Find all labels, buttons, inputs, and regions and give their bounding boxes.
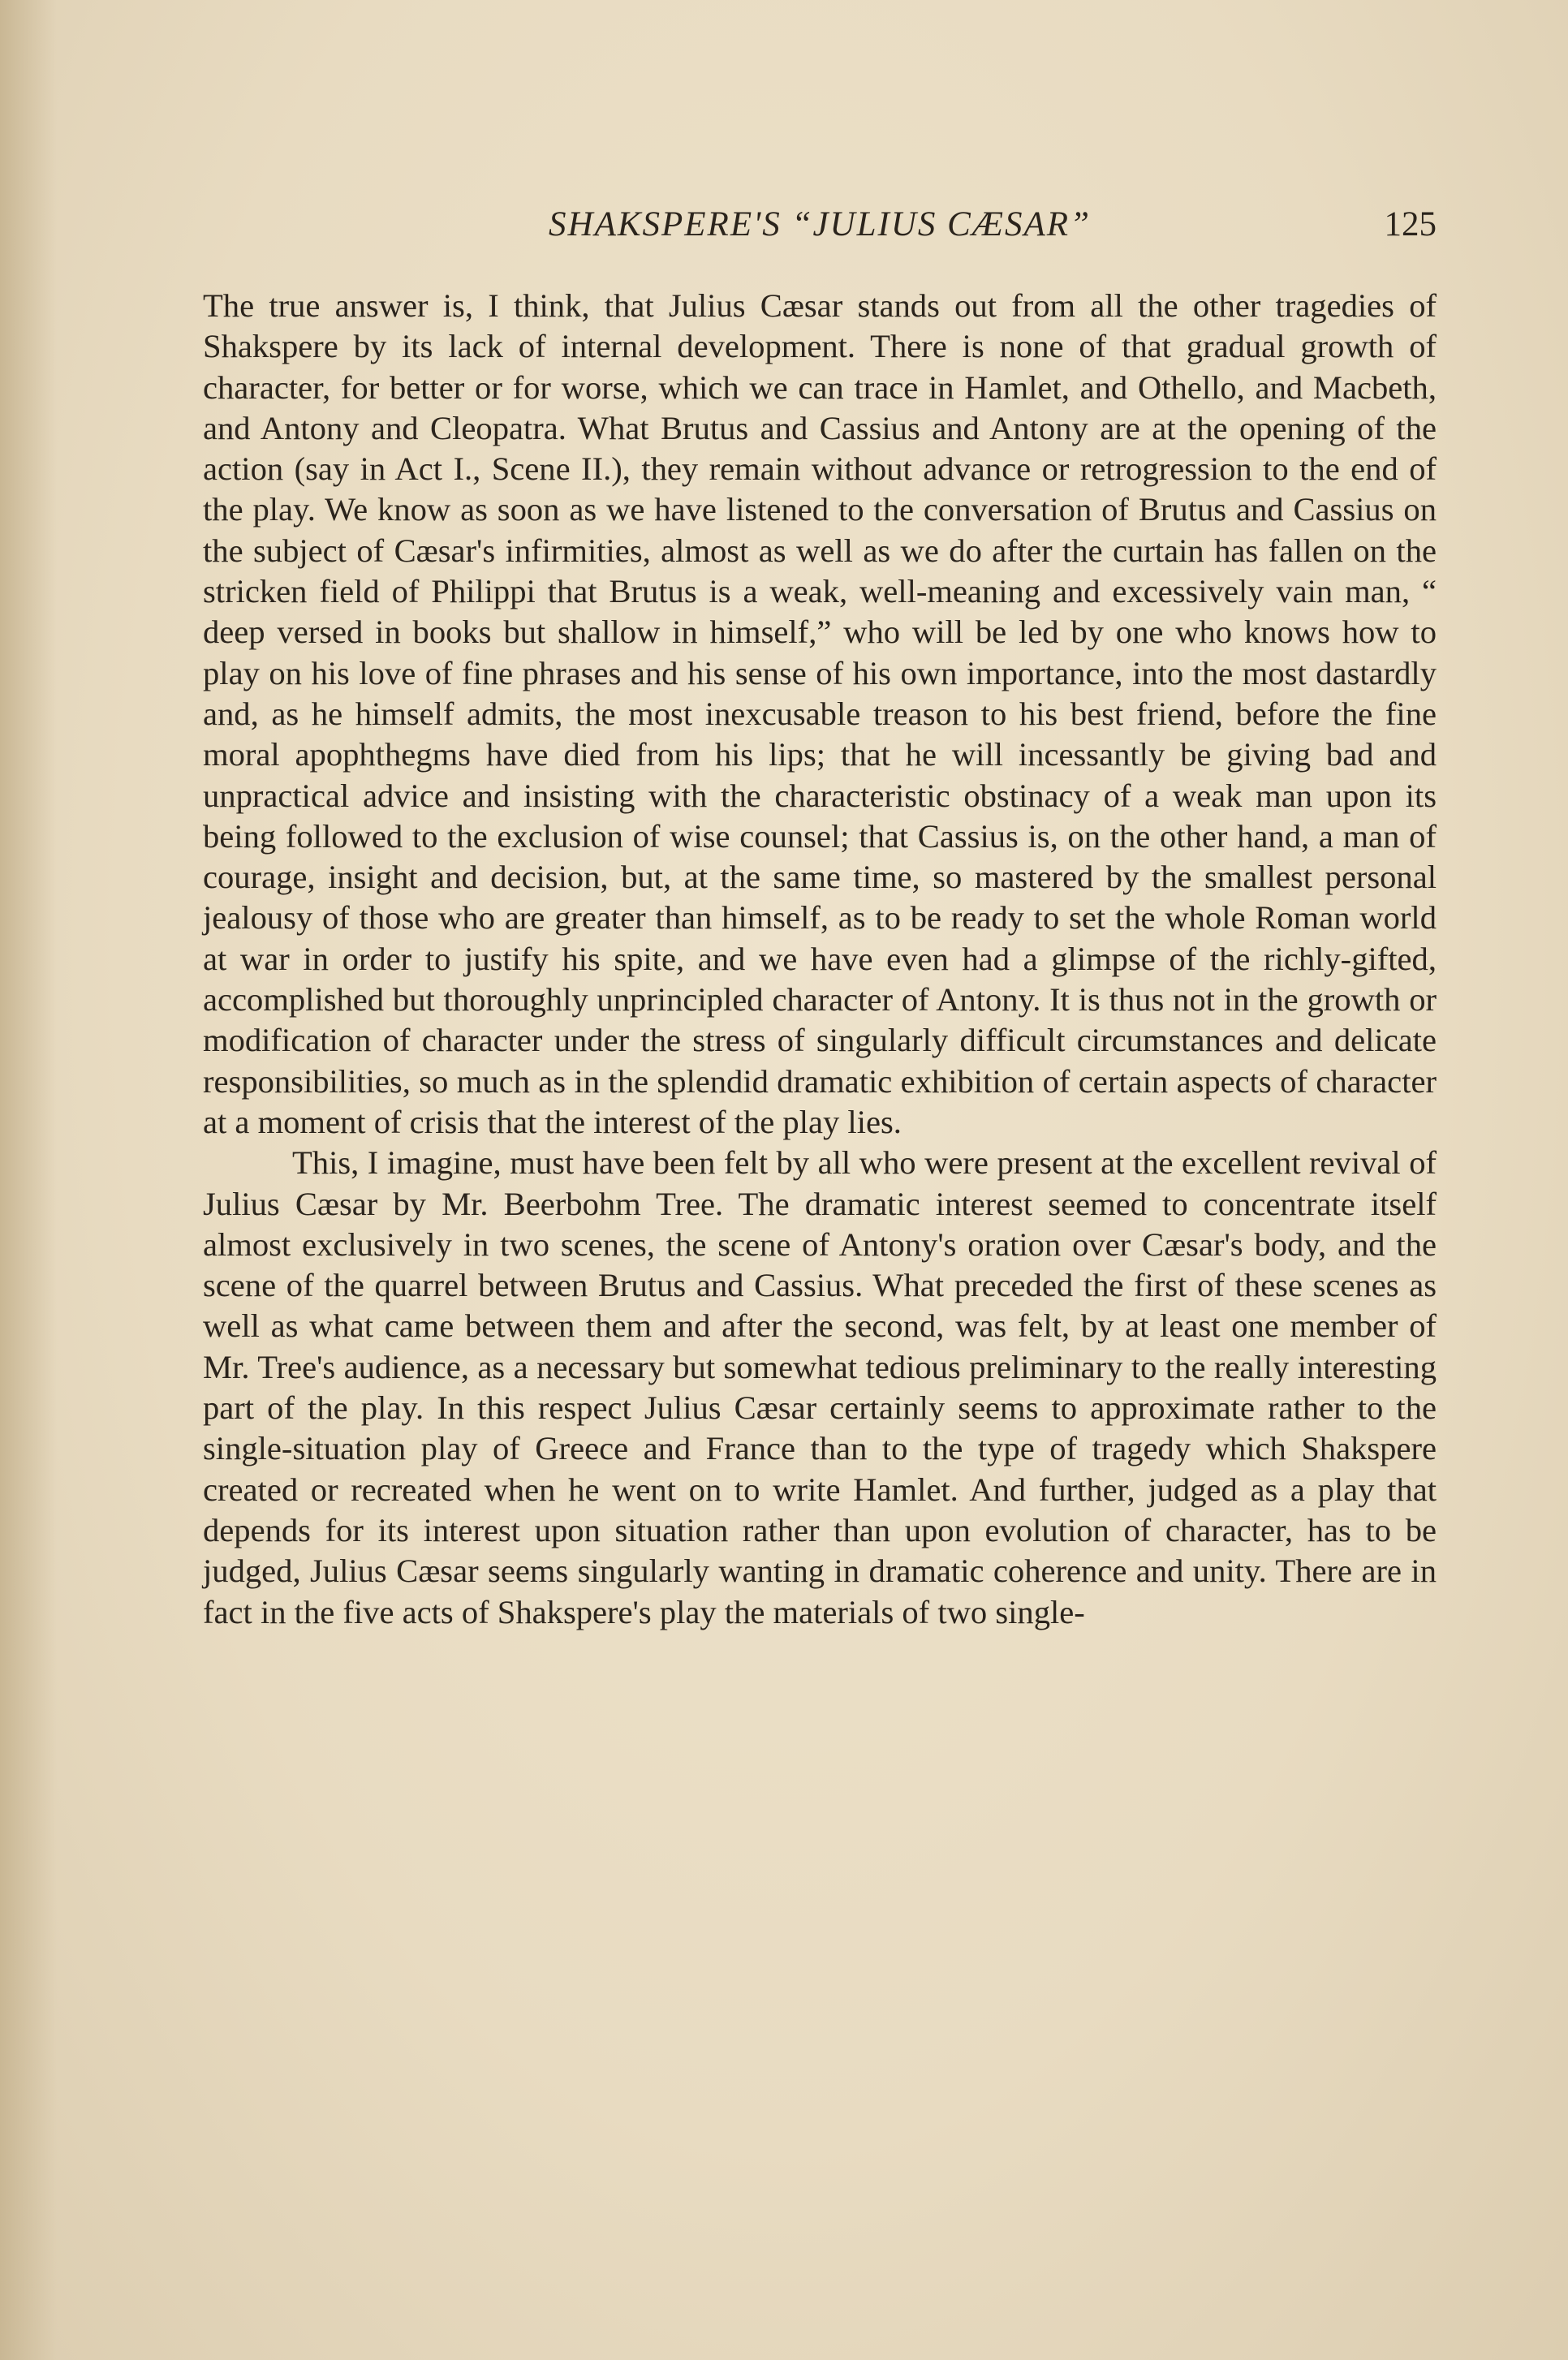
paragraph-1: The true answer is, I think, that Julius Cæsar stands out from all the other tragedies of Shakspere by its lack of internal development. There is none of that gradual growth of character, for better or for worse, which we can trace in Hamlet, and Othello, and Macbeth, and Antony and Cleopatra. What Brutus and Cassius and Antony are at the opening of the action (say in Act I., Scene II.), they remain without advance or retrogression to the end of the play. We know as soon as we have listened to the conversation of Brutus and Cassius on the subject of Cæsar's infirmities, almost as well as we do after the curtain has fallen on the stricken field of Philippi that Brutus is a weak, well-meaning and excessively vain man, “ deep versed in books but shallow in himself,” who will be led by one who knows how to play on his love of fine phrases and his sense of his own importance, into the most dastardly and, as he himself admits, the most inexcusable treason to his best friend, before the fine moral apophthegms have died from his lips; that he will incessantly be giving bad and unpractical advice and insisting with the characteristic obstinacy of a weak man upon its being followed to the exclusion of wise counsel; that Cassius is, on the other hand, a man of courage, insight and decision, but, at the same time, so mastered by the smallest personal jealousy of those who are greater than himself, as to be ready to set the whole Roman world at war in order to justify his spite, and we have even had a glimpse of the richly-gifted, accomplished but thoroughly unprincipled character of Antony. It is thus not in the growth or modification of character under the stress of singularly difficult circumstances and delicate responsibilities, so much as in the splendid dramatic exhibition of certain aspects of character at a moment of crisis that the interest of the play lies. [203,287,1437,1140]
binding-shadow [0,0,57,2360]
paragraph-2: This, I imagine, must have been felt by all who were present at the excellent revival of Julius Cæsar by Mr. Beerbohm Tree. The dramatic interest seemed to concentrate itself almost exclusively in two scenes, the scene of Antony's oration over Cæsar's body, and the scene of the quarrel between Brutus and Cassius. What preceded the first of these scenes as well as what came between them and after the second, was felt, by at least one member of Mr. Tree's audience, as a necessary but somewhat tedious preliminary to the really interesting part of the play. In this respect Julius Cæsar certainly seems to approximate rather to the single-situation play of Greece and France than to the type of tragedy which Shakspere created or recreated when he went on to write Hamlet. And further, judged as a play that depends for its interest upon situation rather than upon evolution of character, has to be judged, Julius Cæsar seems singularly wanting in dramatic coherence and unity. There are in fact in the five acts of Shakspere's play the materials of two single- [203,1144,1437,1630]
body-text [203,286,1437,1633]
running-head [203,205,1437,253]
page-number: 125 [1384,205,1437,243]
running-title: SHAKSPERE'S “JULIUS CÆSAR” [549,205,1091,243]
